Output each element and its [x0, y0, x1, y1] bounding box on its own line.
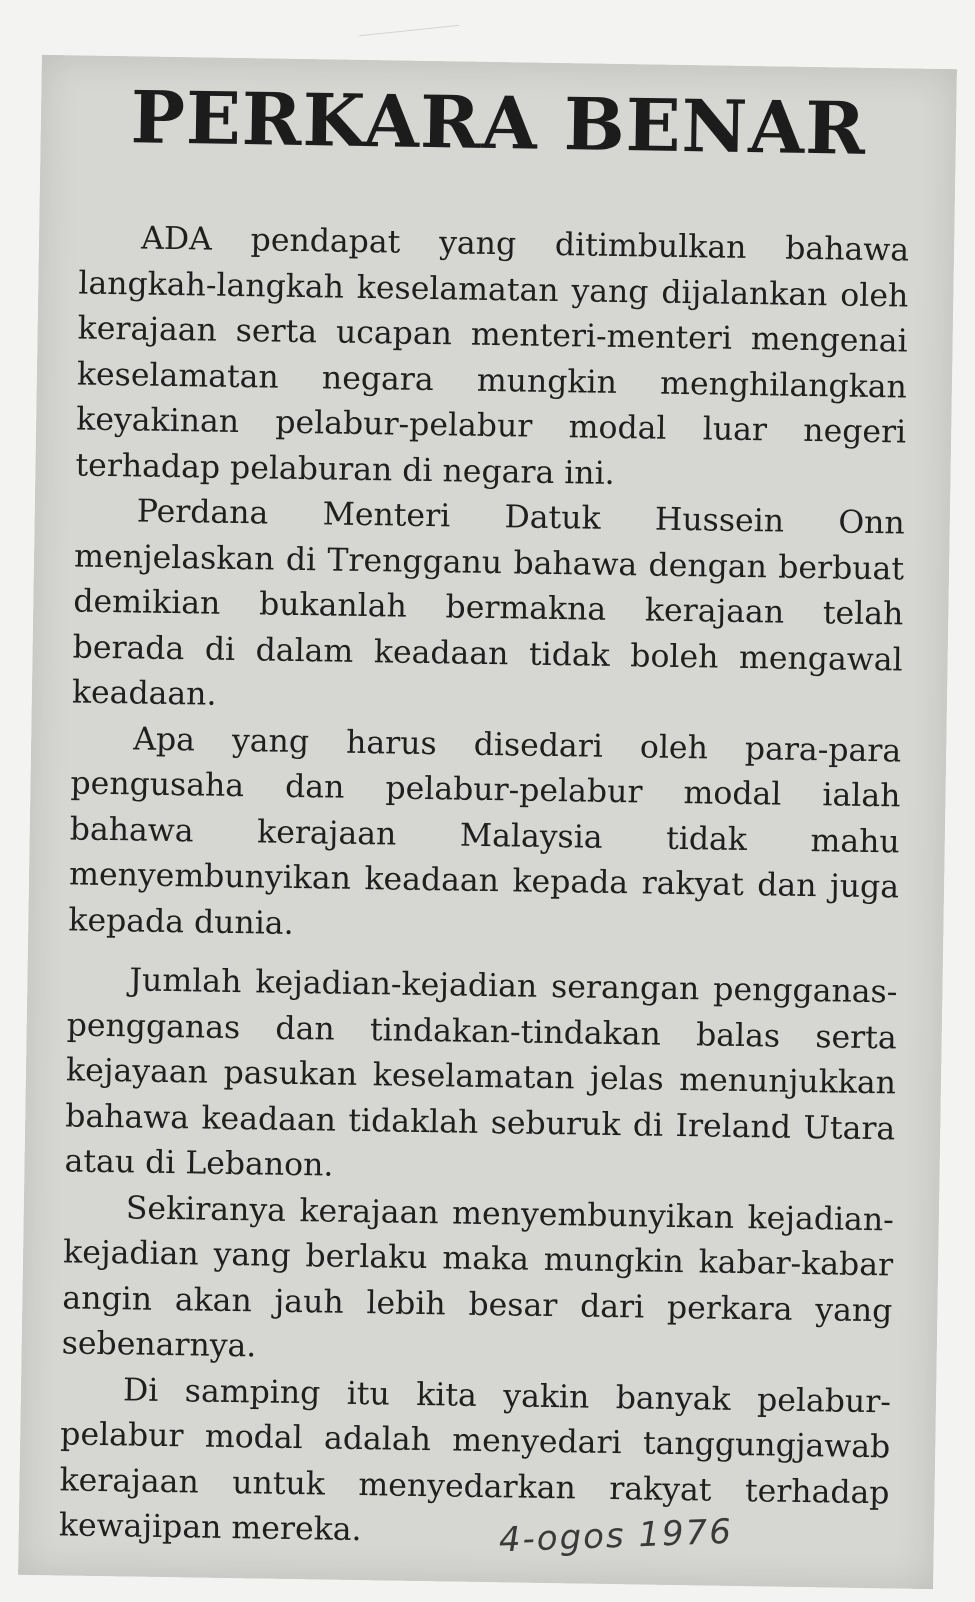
article-body [59, 216, 910, 1562]
paragraph-2: Perdana Menteri Datuk Hussein Onn menjelaskan di Trengganu bahawa dengan berbuat demikian bukanlah bermakna kerajaan telah berada di dalam keadaan tidak boleh mengawal keadaan. [71, 493, 906, 713]
paragraph-4: Jumlah kejadian-kejadian serangan pengganas-pengganas dan tindakan-tindakan balas serta kejayaan pasukan keselamatan jelas menunjukkan bahawa keadaan tidaklah seburuk di Ireland Utara atau di Lebanon. [64, 962, 898, 1184]
paragraph-3: Apa yang harus disedari oleh para-para pengusaha dan pelabur-pelabur modal ialah bahawa kerajaan Malaysia tidak mahu menyembunyikan keadaan kepada rakyat dan juga kepada dunia. [68, 720, 902, 942]
paragraph-6: Di samping itu kita yakin banyak pelabur-pelabur modal adalah menyedari tanggungjawab kerajaan untuk menyedarkan rakyat terhadap kewajipan mereka. [58, 1371, 892, 1549]
paragraph-5: Sekiranya kerajaan menyembunyikan kejadian-kejadian yang berlaku maka mungkin kabar-kabar angin akan jauh lebih besar dari perkara yang sebenarnya. [61, 1189, 895, 1365]
article-headline: PERKARA BENAR [130, 74, 867, 171]
handwritten-date: 4-ogos 1976 [498, 1511, 734, 1561]
newspaper-clipping [18, 55, 957, 1589]
faint-pencil-mark [359, 25, 460, 54]
paragraph-1: ADA pendapat yang ditimbulkan bahawa langkah-langkah keselamatan yang dijalankan oleh kerajaan serta ucapan menteri-menteri mengenai keselamatan negara mungkin menghilangkan keyakinan pelabur-pelabur modal luar negeri terhadap pelaburan di negara ini. [75, 220, 910, 492]
